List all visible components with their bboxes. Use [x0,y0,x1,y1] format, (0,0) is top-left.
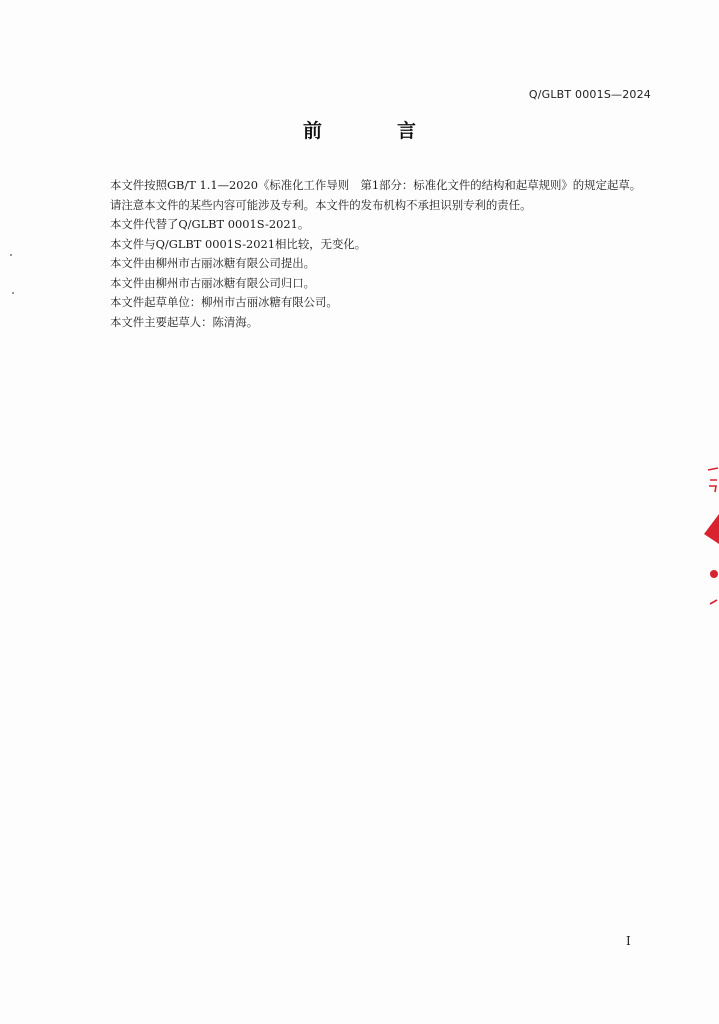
scan-speck [10,254,12,256]
page-title: 前 言 [302,120,444,142]
paragraph-managed-by: 本文件由柳州市古丽冰糖有限公司归口。 [110,275,316,290]
paragraph-main-drafter: 本文件主要起草人：陈清海。 [110,314,259,329]
paragraph-patent-notice: 请注意本文件的某些内容可能涉及专利。本文件的发布机构不承担识别专利的责任。 [110,197,532,212]
paragraph-replaces: 本文件代替了Q/GLBT 0001S-2021。 [110,217,310,231]
seal-stamp-fragment [700,462,719,612]
paragraph-drafting-unit: 本文件起草单位：柳州市古丽冰糖有限公司。 [110,295,338,309]
paragraph-comparison: 本文件与Q/GLBT 0001S-2021相比较，无变化。 [110,236,367,251]
page-number: I [626,934,631,948]
document-code: Q/GLBT 0001S—2024 [528,88,651,101]
scan-speck [12,292,14,294]
paragraph-proposed-by: 本文件由柳州市古丽冰糖有限公司提出。 [110,256,316,270]
paragraph-drafting-rules: 本文件按照GB/T 1.1—2020《标准化工作导则 第1部分：标准化文件的结构和起草规则》的规定起草。 [110,178,642,192]
document-body [88,176,654,332]
